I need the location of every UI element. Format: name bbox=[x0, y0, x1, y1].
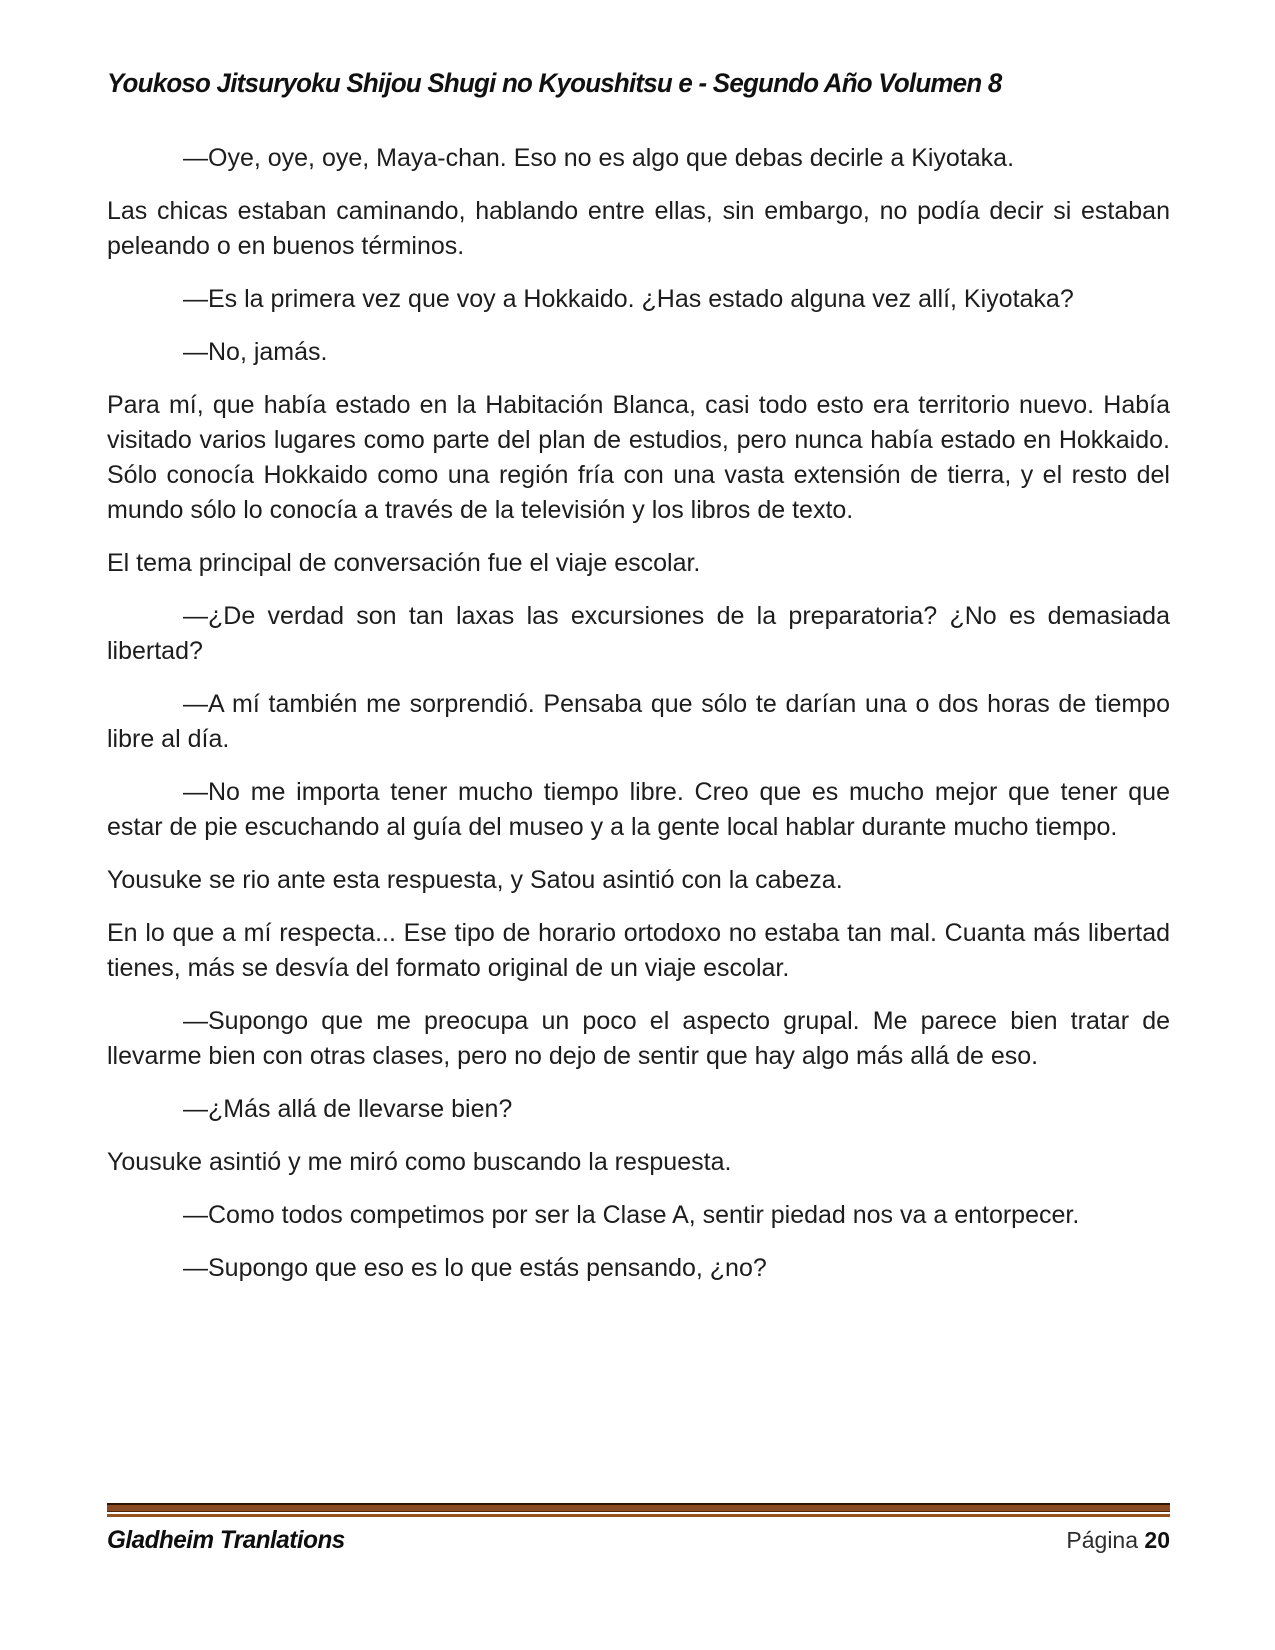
paragraph-narration: El tema principal de conversación fue el viaje escolar. bbox=[107, 549, 701, 577]
header-title: Youkoso Jitsuryoku Shijou Shugi no Kyoushitsu e - Segundo Año Volumen 8 bbox=[107, 68, 1002, 98]
paragraph-narration: Las chicas estaban caminando, hablando entre ellas, sin embargo, no podía decir si estaban peleando o en buenos términos. bbox=[107, 197, 1170, 260]
document-body bbox=[107, 141, 1170, 1304]
paragraph-dialogue: —Oye, oye, oye, Maya-chan. Eso no es algo que debas decirle a Kiyotaka. bbox=[183, 144, 1015, 172]
footer-page-number: 20 bbox=[1144, 1527, 1170, 1553]
paragraph-dialogue: —Es la primera vez que voy a Hokkaido. ¿Has estado alguna vez allí, Kiyotaka? bbox=[183, 285, 1074, 313]
paragraph-dialogue: —Como todos competimos por ser la Clase A, sentir piedad nos va a entorpecer. bbox=[183, 1201, 1080, 1229]
footer-row bbox=[107, 1526, 1170, 1555]
paragraph-dialogue: —Supongo que eso es lo que estás pensando, ¿no? bbox=[183, 1254, 767, 1282]
paragraph-dialogue: —¿Más allá de llevarse bien? bbox=[183, 1095, 513, 1123]
document-footer bbox=[107, 1503, 1170, 1555]
footer-rule-thick-bar bbox=[107, 1503, 1170, 1512]
paragraph-dialogue: —A mí también me sorprendió. Pensaba que sólo te darían una o dos horas de tiempo libre al día. bbox=[107, 690, 1170, 753]
footer-page-label: Página bbox=[1066, 1527, 1145, 1553]
footer-rule bbox=[107, 1503, 1170, 1517]
paragraph-dialogue: —¿De verdad son tan laxas las excursiones de la preparatoria? ¿No es demasiada libertad? bbox=[107, 602, 1170, 665]
paragraph-narration: Yousuke se rio ante esta respuesta, y Satou asintió con la cabeza. bbox=[107, 866, 843, 894]
paragraph-dialogue: —Supongo que me preocupa un poco el aspecto grupal. Me parece bien tratar de llevarme bien con otras clases, pero no dejo de sentir que hay algo más allá de eso. bbox=[107, 1007, 1170, 1070]
footer-rule-thin-bar bbox=[107, 1514, 1170, 1517]
paragraph-dialogue: —No, jamás. bbox=[183, 338, 328, 366]
paragraph-narration: En lo que a mí respecta... Ese tipo de horario ortodoxo no estaba tan mal. Cuanta más libertad tienes, más se desvía del formato original de un viaje escolar. bbox=[107, 919, 1170, 982]
footer-page-indicator bbox=[1066, 1527, 1170, 1554]
paragraph-narration: Para mí, que había estado en la Habitación Blanca, casi todo esto era territorio nuevo. Había visitado varios lugares como parte del plan de estudios, pero nunca había estado en Hokkaido. Sólo conocía Hokkaido como una región fría con una vasta extensión de tierra, y el resto del mundo sólo lo conocía a través de la televisión y los libros de texto. bbox=[107, 391, 1170, 524]
document-header bbox=[107, 68, 1170, 99]
paragraph-dialogue: —No me importa tener mucho tiempo libre. Creo que es mucho mejor que tener que estar de pie escuchando al guía del museo y a la gente local hablar durante mucho tiempo. bbox=[107, 778, 1170, 841]
footer-brand: Gladheim Tranlations bbox=[107, 1526, 345, 1554]
paragraph-narration: Yousuke asintió y me miró como buscando la respuesta. bbox=[107, 1148, 732, 1176]
